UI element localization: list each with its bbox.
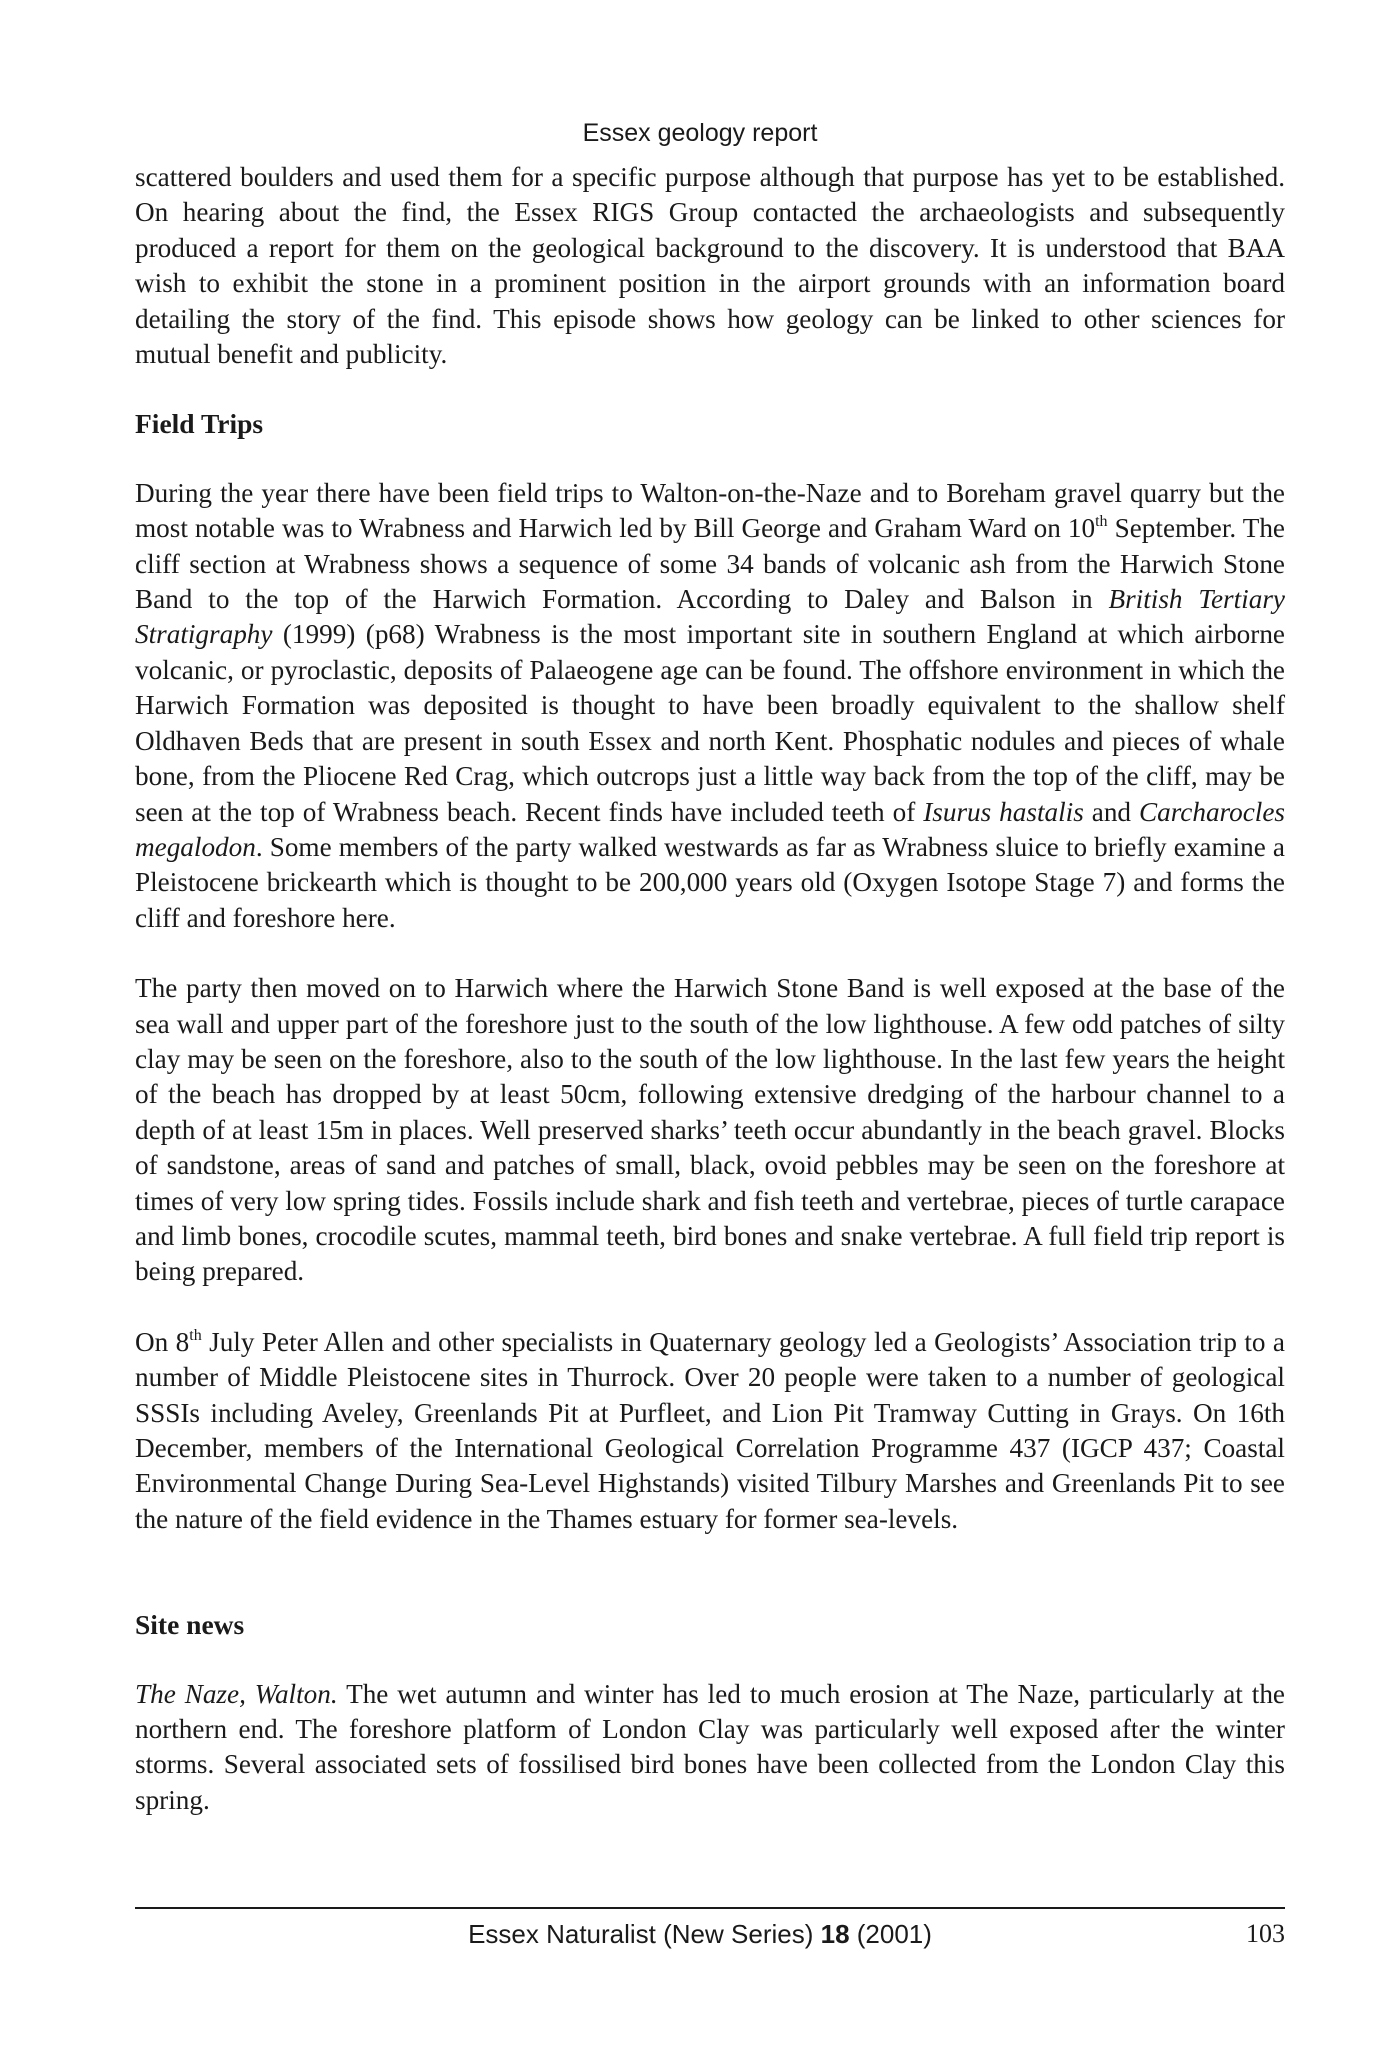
paragraph-site-news-1: [135, 1677, 1285, 1819]
footer-volume: 18: [820, 1919, 850, 1949]
paragraph-field-trips-1: [135, 476, 1285, 936]
text-run: . Some members of the party walked westwards as far as Wrabness sluice to briefly examine a Pleistocene brickearth which is thought to be 200,000 years old (Oxygen Isotope Stage 7) and forms the cliff and foreshore here.: [135, 831, 1285, 933]
superscript: th: [189, 1326, 202, 1344]
paragraph-intro: scattered boulders and used them for a specific purpose although that purpose has yet to be established. On hearing about the find, the Essex RIGS Group contacted the archaeologists and subsequently produced a report for them on the geological background to the discovery. It is understood that BAA wish to exhibit the stone in a prominent position in the airport grounds with an information board detailing the story of the find. This episode shows how geology can be linked to other sciences for mutual benefit and publicity.: [135, 162, 1285, 370]
footer-year: (2001): [849, 1919, 932, 1949]
italic-species: Carcharocles megalodon: [135, 796, 1285, 862]
footer-journal: Essex Naturalist (New Series): [468, 1919, 821, 1949]
text-run: During the year there have been field trips to Walton-on-the-Naze and to Boreham gravel quarry but the most notable was to Wrabness and Harwich led by Bill George and Graham Ward on 10: [135, 477, 1285, 544]
italic-title: British Tertiary Stratigraphy: [135, 584, 1285, 650]
footer-rule: [135, 1907, 1285, 1909]
text-run: September. The cliff section at Wrabness shows a sequence of some 34 bands of volcanic ash from the Harwich Stone Band to the top of the Harwich Formation. According to Daley and Balson in: [135, 513, 1285, 615]
italic-species: Isurus hastalis: [923, 796, 1084, 827]
paragraph-field-trips-2: The party then moved on to Harwich where the Harwich Stone Band is well exposed at the base of the sea wall and upper part of the foreshore just to the south of the low lighthouse. A few odd patches of silty clay may be seen on the foreshore, also to the south of the low lighthouse. In the last few years the height of the beach has dropped by at least 50cm, following extensive dredging of the harbour channel to a depth of at least 15m in places. Well preserved sharks’ teeth occur abundantly in the beach gravel. Blocks of sandstone, areas of sand and patches of small, black, ovoid pebbles may be seen on the foreshore at times of very low spring tides. Fossils include shark and fish teeth and vertebrae, pieces of turtle carapace and limb bones, crocodile scutes, mammal teeth, bird bones and snake vertebrae. A full field trip report is being prepared.: [135, 973, 1285, 1287]
heading-site-news: Site news: [135, 1609, 245, 1641]
text-run: and: [1083, 796, 1139, 827]
text-run: (1999) (p68) Wrabness is the most important site in southern England at which airborne volcanic, or pyroclastic, deposits of Palaeogene age can be found. The offshore environment in which the Harwich Formation was deposited is thought to have been broadly equivalent to the shallow shelf Oldhaven Beds that are present in south Essex and north Kent. Phosphatic nodules and pieces of whale bone, from the Pliocene Red Crag, which outcrops just a little way back from the top of the cliff, may be seen at the top of Wrabness beach. Recent finds have included teeth of: [135, 619, 1285, 827]
running-head: Essex geology report: [582, 119, 818, 147]
text-run: The wet autumn and winter has led to much erosion at The Naze, particularly at the northern end. The foreshore platform of London Clay was particularly well exposed after the winter storms. Several associated sets of fossilised bird bones have been collected from the London Clay this spring.: [135, 1678, 1286, 1815]
paragraph-field-trips-3: [135, 1325, 1285, 1537]
text-run: On 8: [135, 1326, 190, 1357]
text-run: July Peter Allen and other specialists in Quaternary geology led a Geologists’ Association trip to a number of Middle Pleistocene sites in Thurrock. Over 20 people were taken to a number of geological SSSIs including Aveley, Greenlands Pit at Purfleet, and Lion Pit Tramway Cutting in Grays. On 16th December, members of the International Geological Correlation Programme 437 (IGCP 437; Coastal Environmental Change During Sea-Level Highstands) visited Tilbury Marshes and Greenlands Pit to see the nature of the field evidence in the Thames estuary for former sea-levels.: [135, 1326, 1285, 1534]
superscript: th: [1095, 513, 1108, 531]
body-text: [135, 160, 1285, 1818]
heading-field-trips: Field Trips: [135, 408, 264, 440]
page-number: 103: [1246, 1919, 1285, 1948]
italic-place: The Naze, Walton.: [135, 1678, 338, 1709]
footer-citation: [0, 1918, 1400, 1950]
